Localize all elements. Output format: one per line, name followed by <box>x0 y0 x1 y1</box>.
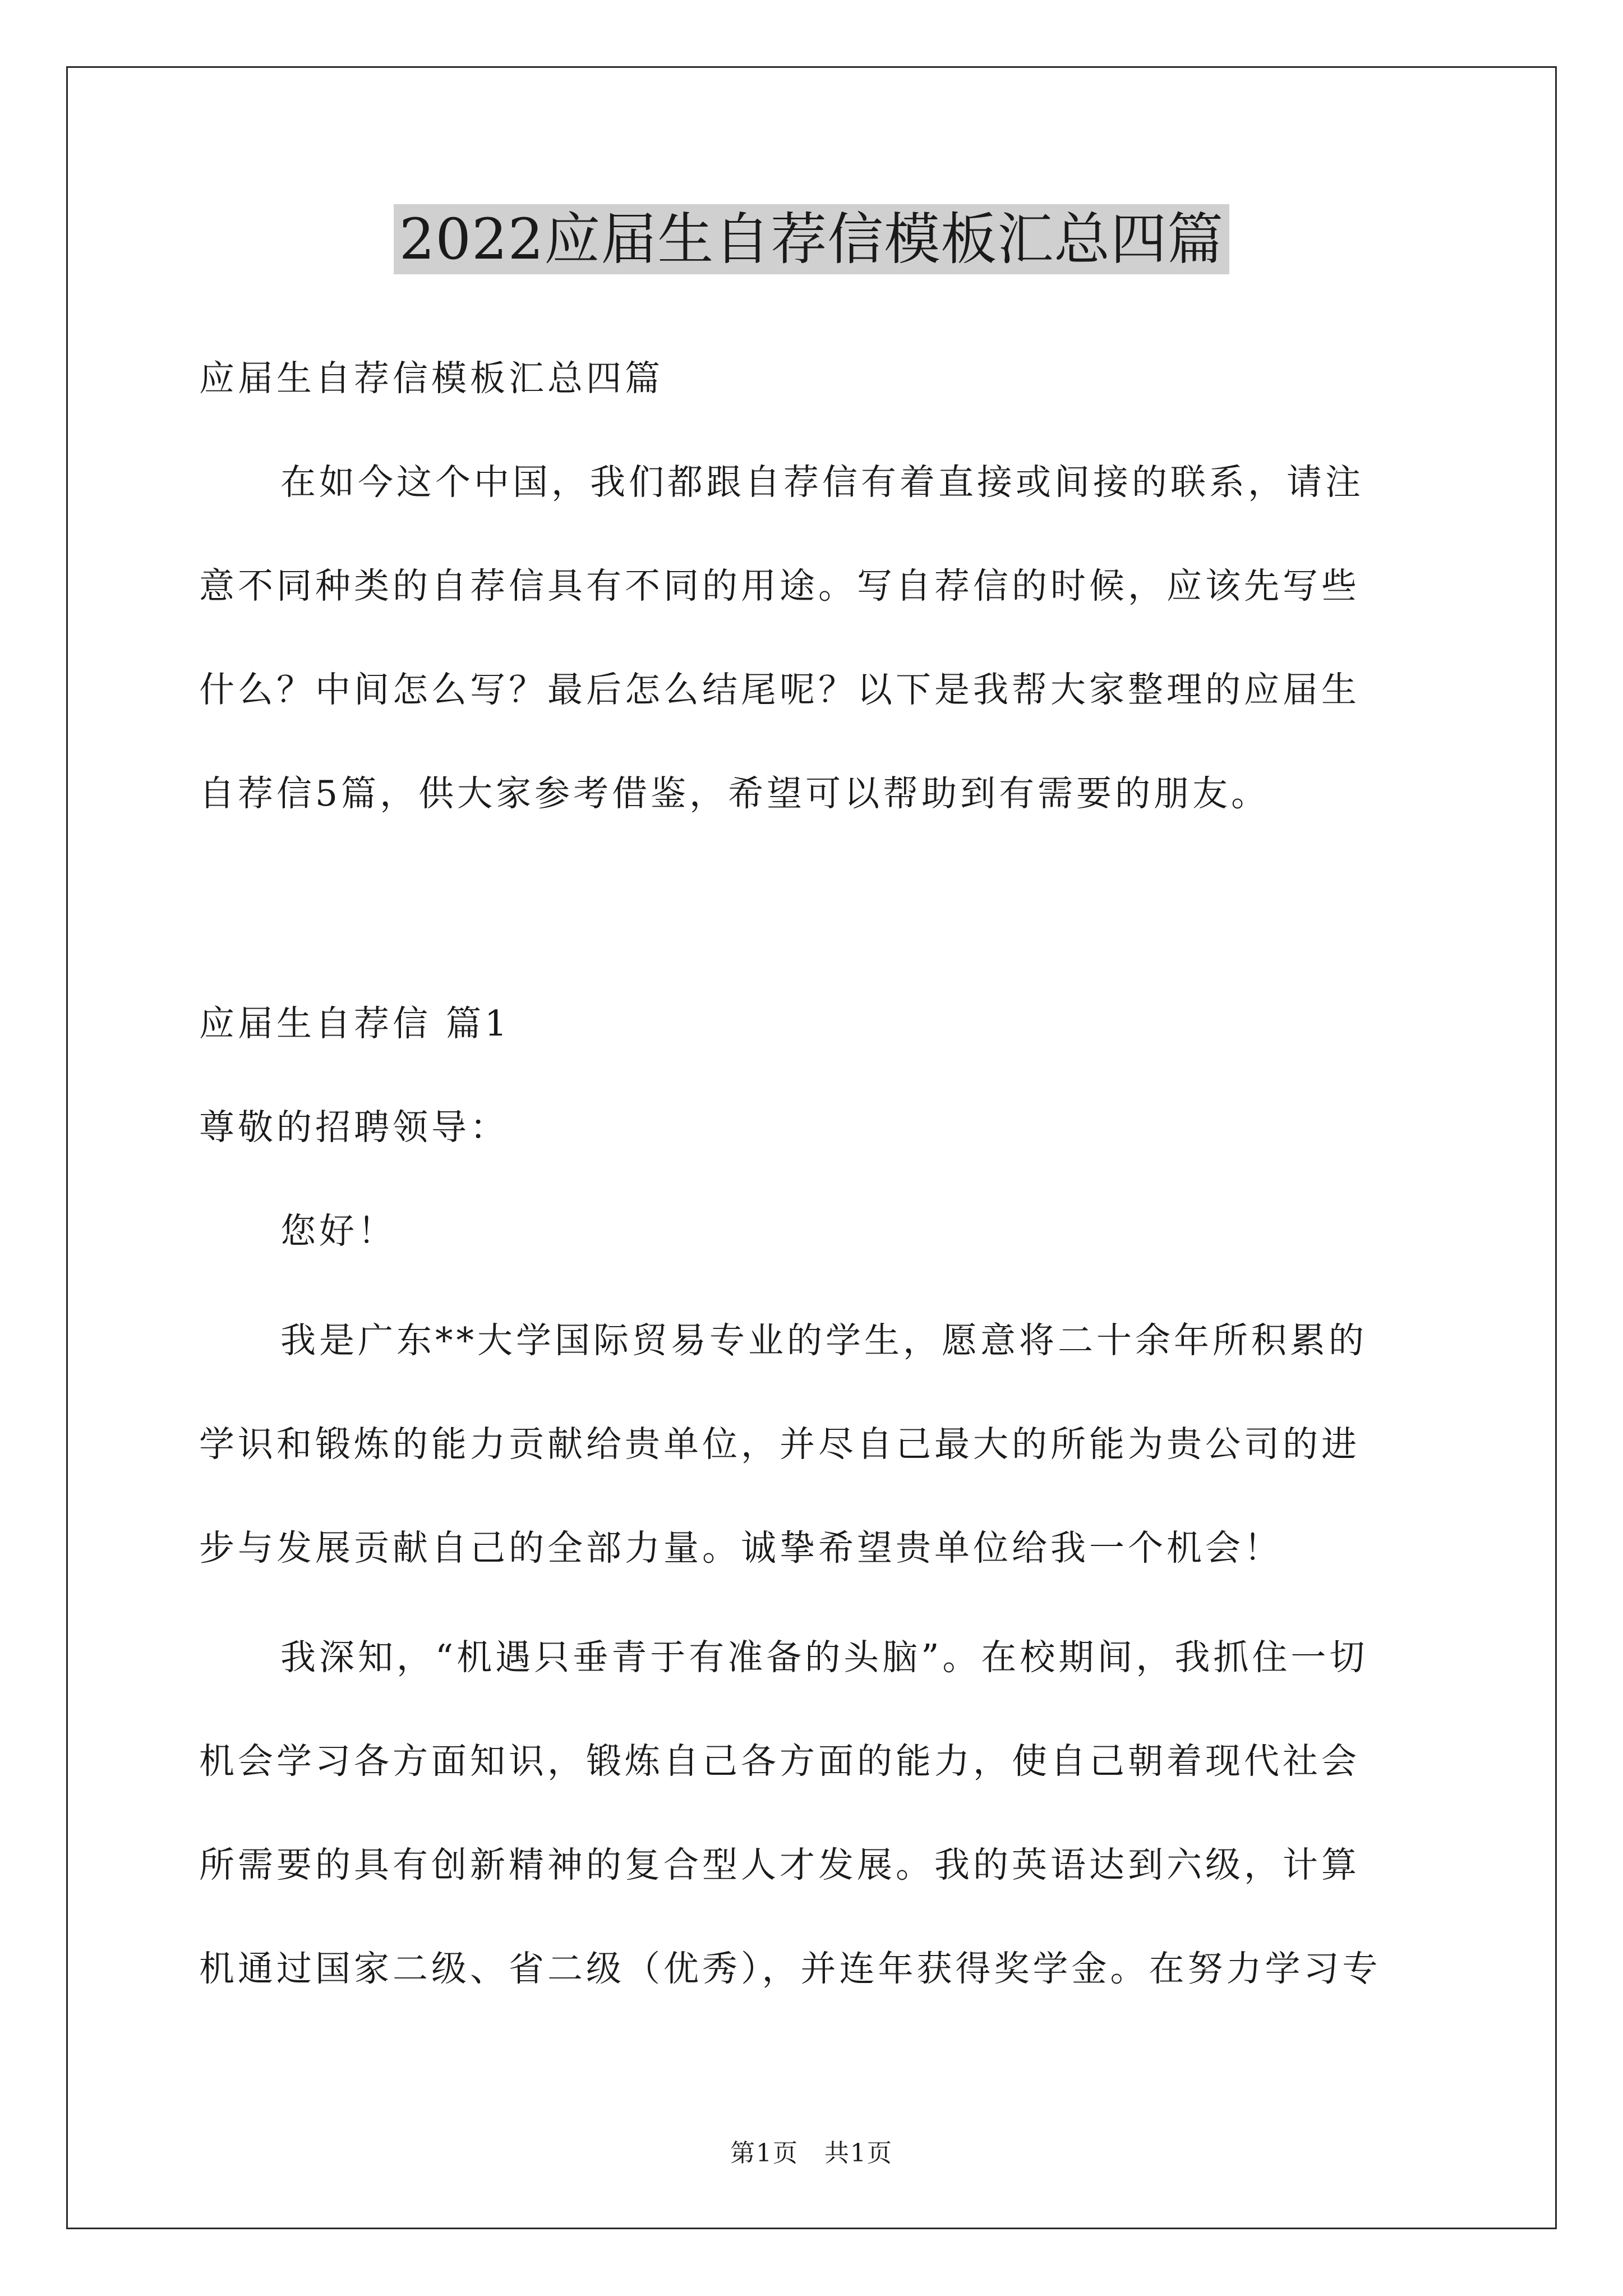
salutation: 尊敬的招聘领导： <box>199 1107 509 1148</box>
paragraph-line: 步与发展贡献自己的全部力量。诚挚希望贵单位给我一个机会！ <box>199 1527 1283 1568</box>
page-footer: 第1页 共1页 <box>730 2139 893 2168</box>
paragraph-line: 学识和锻炼的能力贡献给贵单位，并尽自己最大的所能为贵公司的进 <box>199 1424 1360 1465</box>
document-title-text: 2022应届生自荐信模板汇总四篇 <box>394 204 1230 274</box>
section-heading: 应届生自荐信 篇1 <box>199 1003 511 1044</box>
paragraph-line: 所需要的具有创新精神的复合型人才发展。我的英语达到六级，计算 <box>199 1844 1360 1885</box>
greeting: 您好！ <box>280 1211 396 1251</box>
intro-line: 什么？中间怎么写？最后怎么结尾呢？以下是我帮大家整理的应届生 <box>199 669 1360 710</box>
paragraph-line: 机通过国家二级、省二级（优秀），并连年获得奖学金。在努力学习专 <box>199 1948 1381 1989</box>
paragraph-line: 我是广东**大学国际贸易专业的学生，愿意将二十余年所积累的 <box>280 1320 1367 1361</box>
paragraph-line: 我深知，“机遇只垂青于有准备的头脑”。在校期间，我抓住一切 <box>280 1637 1368 1678</box>
document-title <box>0 197 1623 282</box>
intro-line: 自荐信5篇，供大家参考借鉴，希望可以帮助到有需要的朋友。 <box>199 773 1270 814</box>
intro-line: 意不同种类的自荐信具有不同的用途。写自荐信的时候，应该先写些 <box>199 565 1360 606</box>
document-subtitle: 应届生自荐信模板汇总四篇 <box>199 358 663 399</box>
intro-line: 在如今这个中国，我们都跟自荐信有着直接或间接的联系，请注 <box>280 462 1364 503</box>
paragraph-line: 机会学习各方面知识，锻炼自己各方面的能力，使自己朝着现代社会 <box>199 1741 1360 1782</box>
